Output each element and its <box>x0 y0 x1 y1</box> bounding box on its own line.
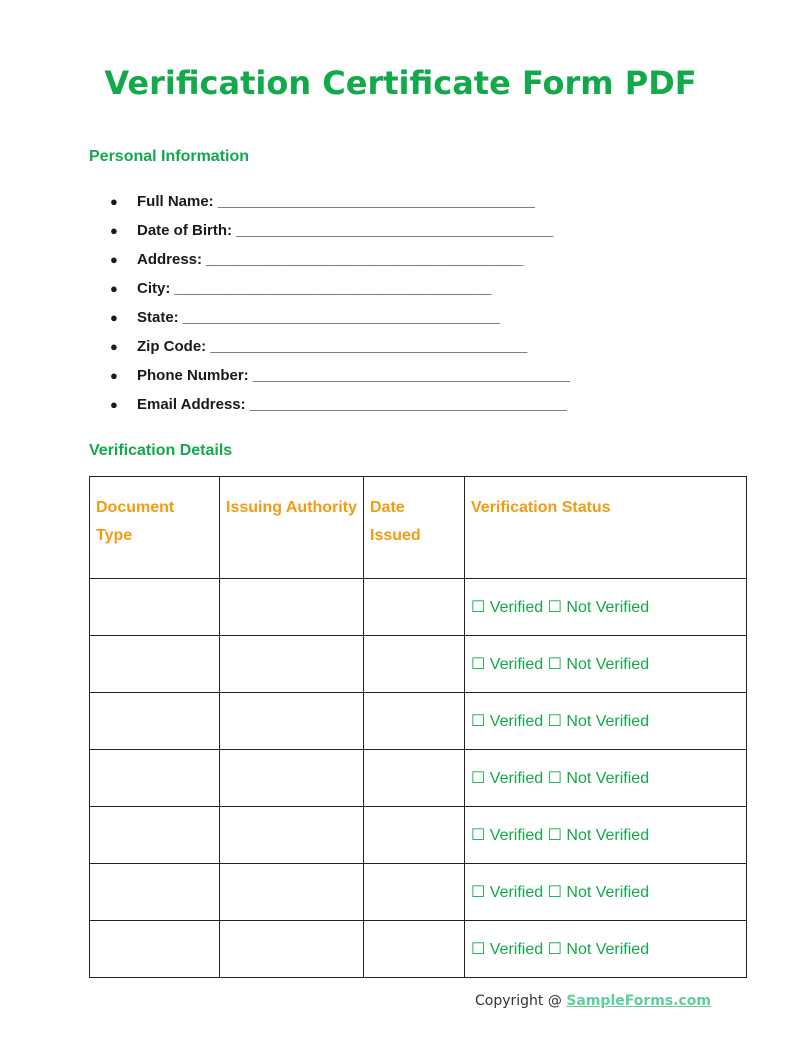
document-type-cell[interactable] <box>90 579 220 636</box>
copyright-footer <box>475 993 711 1009</box>
copyright-prefix: Copyright @ <box>475 993 567 1009</box>
bullet-icon: ● <box>110 281 118 296</box>
document-type-cell[interactable] <box>90 921 220 978</box>
field-label-phone-number: Phone Number: ______________________________________ <box>137 367 570 384</box>
issuing-authority-cell[interactable] <box>220 636 364 693</box>
bullet-icon: ● <box>110 223 118 238</box>
date-issued-cell[interactable] <box>364 693 465 750</box>
bullet-icon: ● <box>110 339 118 354</box>
issuing-authority-cell[interactable] <box>220 864 364 921</box>
bullet-icon: ● <box>110 368 118 383</box>
date-issued-cell[interactable] <box>364 921 465 978</box>
document-type-cell[interactable] <box>90 864 220 921</box>
bullet-icon: ● <box>110 194 118 209</box>
date-issued-cell[interactable] <box>364 636 465 693</box>
table-row <box>90 807 747 864</box>
field-label-full-name: Full Name: ______________________________________ <box>137 193 535 210</box>
verification-details-table <box>89 476 747 978</box>
document-type-cell[interactable] <box>90 636 220 693</box>
issuing-authority-cell[interactable] <box>220 750 364 807</box>
bullet-icon: ● <box>110 397 118 412</box>
field-label-zip-code: Zip Code: ______________________________________ <box>137 338 528 355</box>
field-label-state: State: ______________________________________ <box>137 309 500 326</box>
sampleforms-link[interactable]: SampleForms.com <box>566 993 712 1009</box>
verification-status-cell[interactable]: ☐ Verified ☐ Not Verified <box>465 807 747 864</box>
verification-status-cell[interactable]: ☐ Verified ☐ Not Verified <box>465 750 747 807</box>
date-issued-cell[interactable] <box>364 807 465 864</box>
document-type-cell[interactable] <box>90 807 220 864</box>
field-city <box>110 277 570 306</box>
field-email-address <box>110 393 570 422</box>
table-row <box>90 921 747 978</box>
verification-details-heading: Verification Details <box>89 442 233 459</box>
verification-status-cell[interactable]: ☐ Verified ☐ Not Verified <box>465 636 747 693</box>
field-label-city: City: ______________________________________ <box>137 280 492 297</box>
field-label-date-of-birth: Date of Birth: ______________________________________ <box>137 222 554 239</box>
field-label-address: Address: ______________________________________ <box>137 251 524 268</box>
bullet-icon: ● <box>110 252 118 267</box>
page-title: Verification Certificate Form PDF <box>104 64 697 102</box>
table-row <box>90 750 747 807</box>
field-label-email-address: Email Address: ______________________________________ <box>137 396 567 413</box>
table-row <box>90 579 747 636</box>
field-address <box>110 248 570 277</box>
issuing-authority-cell[interactable] <box>220 579 364 636</box>
field-full-name <box>110 190 570 219</box>
issuing-authority-cell[interactable] <box>220 921 364 978</box>
field-phone-number <box>110 364 570 393</box>
verification-status-cell[interactable]: ☐ Verified ☐ Not Verified <box>465 921 747 978</box>
personal-information-field-list <box>110 190 570 422</box>
document-type-cell[interactable] <box>90 693 220 750</box>
verification-status-cell[interactable]: ☐ Verified ☐ Not Verified <box>465 864 747 921</box>
bullet-icon: ● <box>110 310 118 325</box>
field-date-of-birth <box>110 219 570 248</box>
table-row <box>90 636 747 693</box>
personal-information-heading: Personal Information <box>89 148 250 165</box>
date-issued-cell[interactable] <box>364 750 465 807</box>
verification-status-cell[interactable]: ☐ Verified ☐ Not Verified <box>465 579 747 636</box>
table-row <box>90 864 747 921</box>
column-header-date-issued: Date Issued <box>364 477 465 579</box>
column-header-issuing-authority: Issuing Authority <box>220 477 364 579</box>
field-state <box>110 306 570 335</box>
table-header-row <box>90 477 747 579</box>
column-header-verification-status: Verification Status <box>465 477 747 579</box>
table-row <box>90 693 747 750</box>
date-issued-cell[interactable] <box>364 864 465 921</box>
verification-status-cell[interactable]: ☐ Verified ☐ Not Verified <box>465 693 747 750</box>
document-type-cell[interactable] <box>90 750 220 807</box>
date-issued-cell[interactable] <box>364 579 465 636</box>
field-zip-code <box>110 335 570 364</box>
column-header-document-type: Document Type <box>90 477 220 579</box>
issuing-authority-cell[interactable] <box>220 693 364 750</box>
issuing-authority-cell[interactable] <box>220 807 364 864</box>
